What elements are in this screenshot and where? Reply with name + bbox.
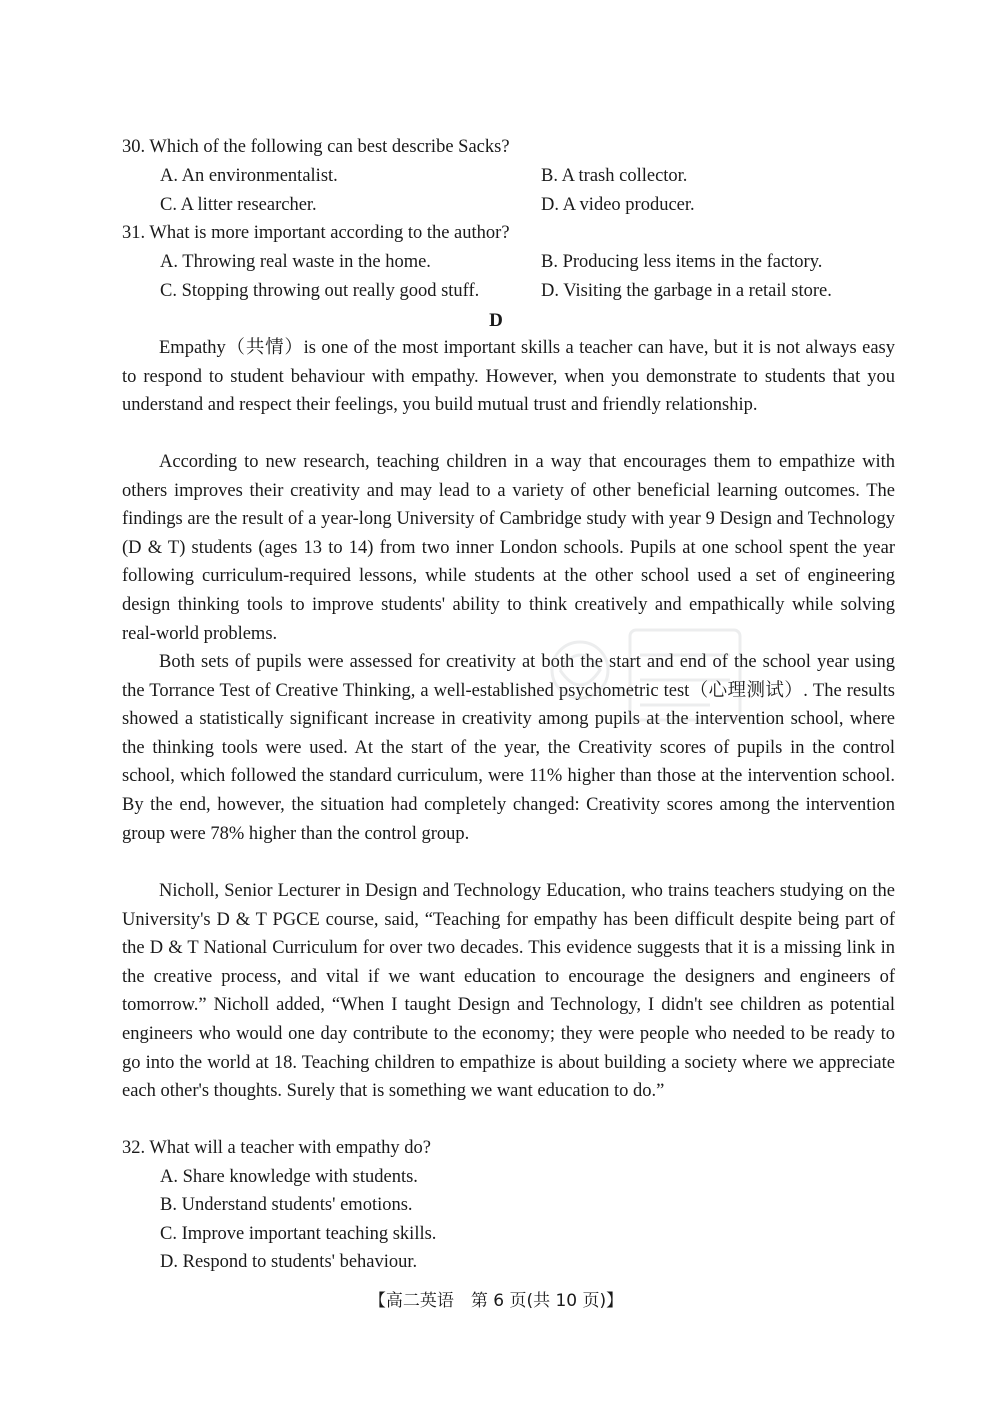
question-32-option-d: D. Respond to students' behaviour. xyxy=(160,1252,418,1272)
question-31-stem: 31. What is more important according to the author? xyxy=(122,223,510,243)
question-32-option-c: C. Improve important teaching skills. xyxy=(160,1224,437,1244)
question-31-option-c: C. Stopping throwing out really good stuff. xyxy=(160,281,480,301)
passage-paragraph-3: Both sets of pupils were assessed for creativity at both the start and end of the school year using the Torrance Test of Creative Thinking, a well-established psychometric test（心理测试）. The results showed a statistically significant increase in creativity among pupils at the intervention school, where the thinking tools were used. At the start of the year, the Creativity scores of pupils in the control school, which followed the standard curriculum, were 11% higher than those at the intervention school. By the end, however, the situation had completely changed: Creativity scores among the intervention group were 78% higher than the control group. xyxy=(122,652,895,844)
question-32-option-b: B. Understand students' emotions. xyxy=(160,1195,413,1215)
passage-paragraph-2: According to new research, teaching children in a way that encourages them to empathize with others improves their creativity and may lead to a variety of other beneficial learning outcomes. The findings are the result of a year-long University of Cambridge study with year 9 Design and Technology (D & T) students (ages 13 to 14) from two inner London schools. Pupils at one school spent the year following curriculum-required lessons, while students at the other school used a set of engineering design thinking tools to improve students' ability to think creatively and empathically while solving real-world problems. xyxy=(122,452,895,644)
page-footer: 【高二英语 第 6 页(共 10 页)】 xyxy=(368,1291,624,1311)
question-30-option-a: A. An environmentalist. xyxy=(160,166,338,186)
passage-paragraph-4: Nicholl, Senior Lecturer in Design and Technology Education, who trains teachers studying on the University's D & T PGCE course, said, “Teaching for empathy has been difficult despite being part of the D & T National Curriculum for over two decades. This evidence suggests that it is a missing link in the creative process, and vital if we want education to encourage the designers and engineers of tomorrow.” Nicholl added, “When I taught Design and Technology, I didn't see children as potential engineers who would one day contribute to the economy; they were people who needed to be ready to go into the world at 18. Teaching children to empathize is about building a society where we appreciate each other's thoughts. Surely that is something we want education to do.” xyxy=(122,881,895,1102)
question-32-option-a: A. Share knowledge with students. xyxy=(160,1167,418,1187)
question-32-stem: 32. What will a teacher with empathy do? xyxy=(122,1138,431,1158)
question-30-option-b: B. A trash collector. xyxy=(541,166,688,186)
question-30-option-c: C. A litter researcher. xyxy=(160,195,317,215)
question-30-stem: 30. Which of the following can best describe Sacks? xyxy=(122,137,510,157)
question-31-option-b: B. Producing less items in the factory. xyxy=(541,252,823,272)
passage-paragraph-1: Empathy（共情）is one of the most important skills a teacher can have, but it is not always easy to respond to student behaviour with empathy. However, when you demonstrate to students that you understand and respect their feelings, you build mutual trust and friendly relationship. xyxy=(122,338,895,416)
question-31-option-a: A. Throwing real waste in the home. xyxy=(160,252,431,272)
question-31-option-d: D. Visiting the garbage in a retail store. xyxy=(541,281,832,301)
question-30-option-d: D. A video producer. xyxy=(541,195,695,215)
section-heading: D xyxy=(489,310,503,331)
